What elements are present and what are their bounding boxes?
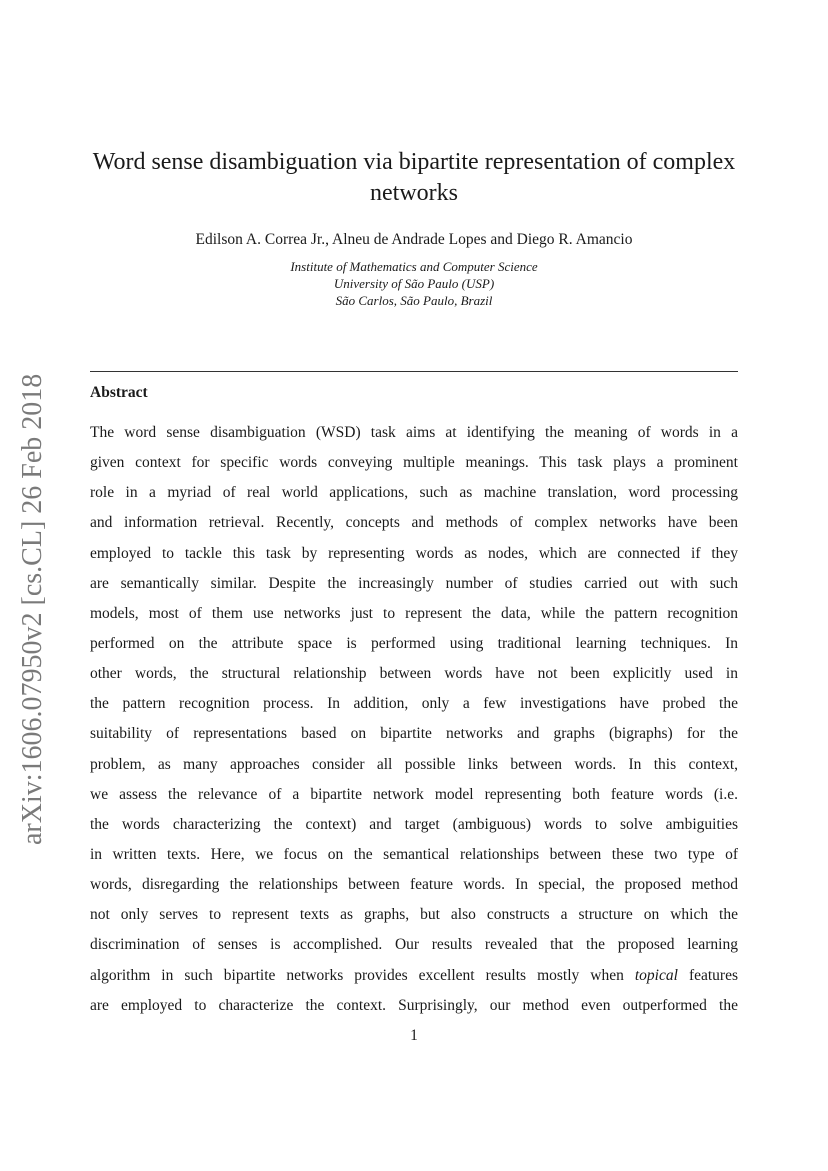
abstract-heading: Abstract — [90, 384, 148, 401]
paper-title: Word sense disambiguation via bipartite representation of complex networks — [92, 149, 736, 206]
abstract-line: the words characterizing the context) and target (ambiguous) words to solve ambiguities — [90, 815, 738, 833]
abstract-line: words, disregarding the relationships between feature words. In special, the proposed method — [90, 876, 738, 894]
abstract-body — [90, 418, 738, 1021]
abstract-line: models, most of them use networks just to represent the data, while the pattern recognition — [90, 604, 738, 622]
author-affiliation — [80, 258, 748, 309]
abstract-line: role in a myriad of real world applications, such as machine translation, word processing — [90, 484, 738, 502]
affiliation-university: University of São Paulo (USP) — [333, 276, 495, 291]
title-separator-rule — [90, 371, 738, 372]
abstract-text-segment: features — [688, 966, 738, 984]
abstract-line — [90, 961, 738, 991]
abstract-line: discrimination of senses is accomplished. Our results revealed that the proposed learning — [90, 936, 738, 954]
abstract-line: The word sense disambiguation (WSD) task aims at identifying the meaning of words in a — [90, 424, 738, 441]
affiliation-location: São Carlos, São Paulo, Brazil — [335, 293, 493, 308]
emphasized-term-topical: topical — [634, 966, 678, 984]
abstract-line: are semantically similar. Despite the increasingly number of studies carried out with such — [90, 574, 738, 592]
arxiv-identifier-stamp: arXiv:1606.07950v2 [cs.CL] 26 Feb 2018 — [17, 373, 48, 845]
author-list: Edilson A. Correa Jr., Alneu de Andrade Lopes and Diego R. Amancio — [195, 231, 633, 248]
abstract-line: other words, the structural relationship between words have not been explicitly used in — [90, 665, 738, 683]
abstract-line: and information retrieval. Recently, concepts and methods of complex networks have been — [90, 514, 738, 532]
abstract-line: not only serves to represent texts as graphs, but also constructs a structure on which the — [90, 906, 738, 924]
abstract-line: we assess the relevance of a bipartite network model representing both feature words (i.e. — [90, 785, 738, 803]
affiliation-institute: Institute of Mathematics and Computer Science — [290, 259, 538, 274]
abstract-line: given context for specific words conveying multiple meanings. This task plays a prominent — [90, 454, 738, 472]
abstract-line: suitability of representations based on bipartite networks and graphs (bigraphs) for the — [90, 725, 738, 743]
abstract-line: performed on the attribute space is performed using traditional learning techniques. In — [90, 634, 738, 652]
abstract-line: in written texts. Here, we focus on the semantical relationships between these two type of — [90, 845, 738, 863]
page-number: 1 — [410, 1027, 418, 1044]
abstract-line: employed to tackle this task by representing words as nodes, which are connected if they — [90, 544, 738, 562]
abstract-line: are employed to characterize the context. Surprisingly, our method even outperformed the — [90, 996, 738, 1014]
abstract-line: problem, as many approaches consider all possible links between words. In this context, — [90, 755, 738, 773]
abstract-line: the pattern recognition process. In addition, only a few investigations have probed the — [90, 695, 738, 713]
abstract-text-segment: algorithm in such bipartite networks provides excellent results mostly when — [90, 966, 624, 984]
